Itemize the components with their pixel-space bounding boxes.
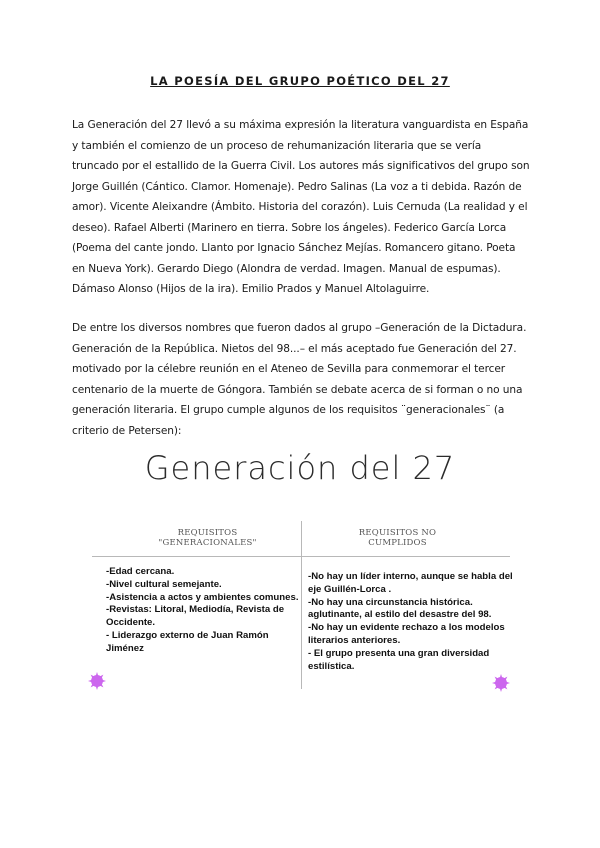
diagram-heading: Generación del 27	[144, 449, 456, 487]
list-item: -Nivel cultural semejante.	[106, 578, 222, 590]
list-item: -No hay una circunstancia histórica. aglutinante, al estilo del desastre del 98.	[308, 596, 492, 621]
page-title: LA POESÍA DEL GRUPO POÉTICO DEL 27	[150, 74, 450, 88]
names-paragraph: De entre los diversos nombres que fueron dados al grupo –Generación de la Dictadura. Generación de la República. Nietos del 98...– el más aceptado fue Generación del 27. motivado por la célebre reunión en el Ateneo de Sevilla para conmemorar el tercer centenario de la muerte de Góngora. También se debate acerca de si forman o no una generación literaria. El grupo cumple algunos de los requisitos ¨generacionales¨ (a criterio de Petersen):	[72, 322, 527, 437]
list-item: -Asistencia a actos y ambientes comunes.	[106, 591, 299, 603]
list-item: - Liderazgo externo de Juan Ramón Jiménez	[106, 629, 269, 654]
list-item: - El grupo presenta una gran diversidad estilística.	[308, 647, 490, 672]
intro-paragraph: La Generación del 27 llevó a su máxima expresión la literatura vanguardista en España y también el comienzo de un proceso de rehumanización literaria que se vería truncado por el estallido de la Guerra Civil. Los autores más significativos del grupo son Jorge Guillén (Cántico. Clamor. Homenaje). Pedro Salinas (La voz a ti debida. Razón de amor). Vicente Aleixandre (Ámbito. Historia del corazón). Luis Cernuda (La realidad y el deseo). Rafael Alberti (Marinero en tierra. Sobre los ángeles). Federico García Lorca (Poema del cante jondo. Llanto por Ignacio Sánchez Mejías. Romancero gitano. Poeta en Nueva York). Gerardo Diego (Alondra de verdad. Imagen. Manual de espumas). Dámaso Alonso (Hijos de la ira). Emilio Prados y Manuel Altolaguirre.	[72, 119, 530, 295]
list-item: -No hay un evidente rechazo a los modelos literarios anteriores.	[308, 622, 505, 646]
list-item: -Edad cercana.	[106, 566, 175, 577]
list-item: -No hay un líder interno, aunque se habla del eje Guillén-Lorca .	[308, 571, 513, 595]
decorative-burst-icon	[88, 672, 106, 690]
list-item: -Revistas: Litoral, Mediodía, Revista de Occidente.	[106, 604, 285, 629]
left-column-heading: REQUISITOS "GENERACIONALES"	[158, 528, 257, 548]
generational-requirements-list	[106, 566, 302, 656]
unmet-requirements-list	[308, 571, 518, 673]
decorative-burst-icon	[492, 674, 510, 692]
right-column-heading: REQUISITOS NO CUMPLIDOS	[358, 528, 437, 548]
